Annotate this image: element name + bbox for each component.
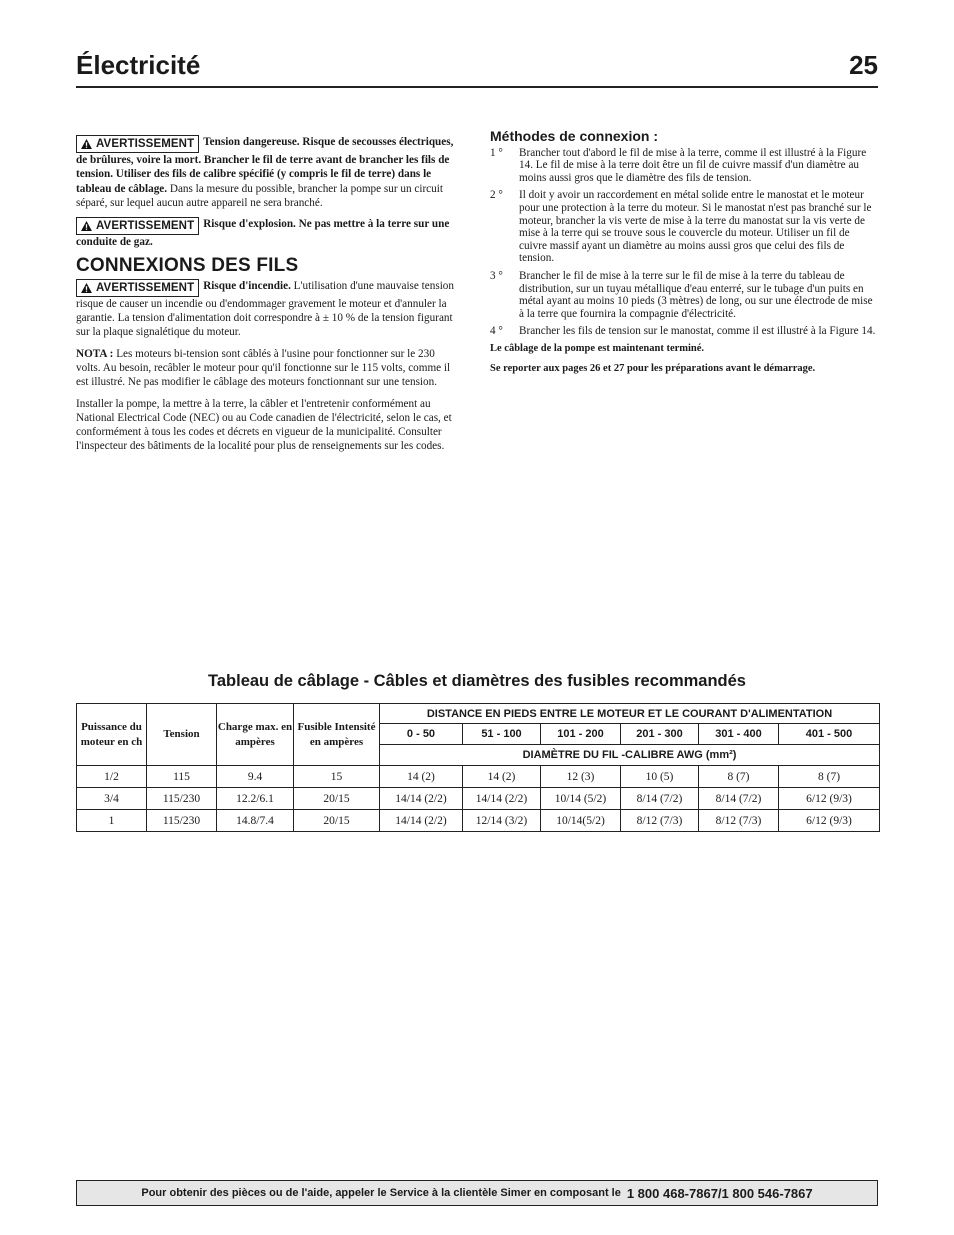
- page-number: 25: [849, 50, 878, 80]
- warning-badge-label: AVERTISSEMENT: [96, 281, 195, 294]
- header-range: 101 - 200: [541, 724, 621, 745]
- warning-badge: [76, 135, 199, 153]
- table-cell: 6/12 (9/3): [779, 788, 880, 810]
- header-fuse: Fusible Intensité en ampères: [294, 704, 380, 766]
- section-heading: CONNEXIONS DES FILS: [76, 255, 299, 277]
- warning-badge-label: AVERTISSEMENT: [96, 220, 195, 233]
- note-label: NOTA :: [76, 347, 114, 360]
- table-cell: 8/14 (7/2): [621, 788, 699, 810]
- warning-triangle-icon: [81, 283, 92, 293]
- table-row: [77, 766, 880, 788]
- table-cell: 115/230: [147, 788, 217, 810]
- table-cell: 10 (5): [621, 766, 699, 788]
- table-title: Tableau de câblage - Câbles et diamètres des fusibles recommandés: [208, 672, 746, 690]
- warning-text-bold: Risque d'incendie.: [203, 279, 291, 292]
- page-header: [76, 50, 878, 88]
- list-item: [490, 325, 878, 338]
- table-cell: 14/14 (2/2): [463, 788, 541, 810]
- table-cell: 20/15: [294, 788, 380, 810]
- table-cell: 115: [147, 766, 217, 788]
- table-cell: 20/15: [294, 810, 380, 832]
- header-hp: Puissance du moteur en ch: [77, 704, 147, 766]
- warning-text: Dans la mesure du possible, brancher la pompe sur un circuit séparé, sur lequel aucun autre appareil ne sera branché.: [76, 182, 443, 209]
- table-cell: 12.2/6.1: [217, 788, 294, 810]
- header-range: 201 - 300: [621, 724, 699, 745]
- header-range: 0 - 50: [380, 724, 463, 745]
- completion-note: Le câblage de la pompe est maintenant terminé.: [490, 342, 705, 354]
- page-title: Électricité: [76, 50, 201, 80]
- footer-text: Pour obtenir des pièces ou de l'aide, appeler le Service à la clientèle Simer en composant le: [141, 1187, 621, 1199]
- right-column: [490, 130, 878, 382]
- table-cell: 12 (3): [541, 766, 621, 788]
- warning-badge: [76, 279, 199, 297]
- warning-badge: [76, 217, 199, 235]
- wiring-table: [76, 703, 880, 832]
- table-cell: 14 (2): [380, 766, 463, 788]
- step-number: 3 °: [490, 269, 503, 282]
- table-cell: 8/12 (7/3): [699, 810, 779, 832]
- table-cell: 8 (7): [779, 766, 880, 788]
- header-voltage: Tension: [147, 704, 217, 766]
- warning-triangle-icon: [81, 221, 92, 231]
- table-cell: 12/14 (3/2): [463, 810, 541, 832]
- warning-text: L'utilisation d'une mauvaise tension risque de causer un incendie ou d'endommager gravement le moteur et d'annuler la garantie. La tension d'alimentation doit correspondre à ± 10 % de la tension figurant sur la plaque signalétique du moteur.: [76, 279, 454, 339]
- table-cell: 6/12 (9/3): [779, 810, 880, 832]
- warning-badge-label: AVERTISSEMENT: [96, 137, 195, 150]
- table-cell: 1: [77, 810, 147, 832]
- table-cell: 10/14 (5/2): [541, 788, 621, 810]
- warning-electrical: [76, 135, 456, 210]
- table-cell: 15: [294, 766, 380, 788]
- table-row: [77, 810, 880, 832]
- footer-banner: [76, 1180, 878, 1206]
- warning-triangle-icon: [81, 139, 92, 149]
- step-text: Brancher le fil de mise à la terre sur le fil de mise à la terre du tableau de distribution, sur un tuyau métallique d'eau enterré, sur le tubage d'un puits en métal ayant au moins 10 pieds (3 mètres) de long, ou sur une électrode de mise à la terre que fournira la compagnie d'électricité.: [519, 269, 873, 320]
- table-cell: 14.8/7.4: [217, 810, 294, 832]
- reference-note: Se reporter aux pages 26 et 27 pour les préparations avant le démarrage.: [490, 362, 816, 374]
- warning-explosion: [76, 217, 456, 249]
- table-cell: 14/14 (2/2): [380, 810, 463, 832]
- table-cell: 14 (2): [463, 766, 541, 788]
- step-text: Il doit y avoir un raccordement en métal solide entre le manostat et le moteur pour une protection à la terre du moteur. Si le manostat n'est pas branché sur le moteur, brancher la vis verte de mise à la terre du manostat sur la vis verte de mise à la terre qui se trouve sous le couvercle du moteur. Utiliser un fil de cuivre massif ayant un diamètre au moins aussi gros que celui des fils de tension.: [519, 189, 872, 265]
- header-awg: DIAMÈTRE DU FIL -CALIBRE AWG (mm²): [380, 745, 880, 766]
- table-cell: 3/4: [77, 788, 147, 810]
- table-cell: 10/14(5/2): [541, 810, 621, 832]
- warning-fire: [76, 279, 456, 340]
- table-cell: 8/12 (7/3): [621, 810, 699, 832]
- left-column: [76, 135, 456, 461]
- table-row: [77, 788, 880, 810]
- header-range: 301 - 400: [699, 724, 779, 745]
- step-text: Brancher les fils de tension sur le manostat, comme il est illustré à la Figure 14.: [519, 325, 876, 338]
- list-item: [490, 189, 878, 265]
- footer-phone: 1 800 468-7867/1 800 546-7867: [626, 1185, 813, 1201]
- header-range: 51 - 100: [463, 724, 541, 745]
- list-item: [490, 270, 878, 320]
- methods-heading: Méthodes de connexion :: [490, 128, 659, 144]
- table-cell: 115/230: [147, 810, 217, 832]
- step-text: Brancher tout d'abord le fil de mise à la terre, comme il est illustré à la Figure 14. Le fil de mise à la terre doit être un fil de cuivre massif d'un diamètre au moins aussi gros que le diamètre des fils de tension.: [519, 146, 867, 184]
- step-number: 4 °: [490, 325, 503, 338]
- table-cell: 1/2: [77, 766, 147, 788]
- table-cell: 8 (7): [699, 766, 779, 788]
- step-number: 1 °: [490, 146, 503, 159]
- table-cell: 8/14 (7/2): [699, 788, 779, 810]
- list-item: [490, 147, 878, 185]
- step-number: 2 °: [490, 189, 503, 202]
- header-range: 401 - 500: [779, 724, 880, 745]
- note-paragraph: [76, 347, 456, 390]
- warning-text-bold: Tension dangereuse. Risque de secousses électriques, de brûlures, voire la mort. Brancher le fil de terre avant de brancher les fils de tension. Utiliser des fils de calibre spécifié (y compris le fil de terre) dans le tableau de câblage.: [76, 136, 454, 195]
- table-cell: 14/14 (2/2): [380, 788, 463, 810]
- note-text: Les moteurs bi-tension sont câblés à l'usine pour fonctionner sur le 230 volts. Au besoin, recâbler le moteur pour qu'il fonctionne sur le 115 volts, comme il est illustré. Ne pas modifier le câblage des moteurs fonctionnant sur une tension.: [76, 347, 451, 389]
- header-distance: DISTANCE EN PIEDS ENTRE LE MOTEUR ET LE COURANT D'ALIMENTATION: [380, 704, 880, 724]
- install-paragraph: Installer la pompe, la mettre à la terre, la câbler et l'entretenir conformément au National Electrical Code (NEC) ou au Code canadien de l'électricité, selon le cas, et conformément à tous les codes et décrets en vigueur de la municipalité. Consulter l'inspecteur des bâtiments de la localité pour plus de renseignements sur les codes.: [76, 397, 452, 453]
- warning-text-bold: Risque d'explosion. Ne pas mettre à la terre sur une conduite de gaz.: [76, 218, 450, 249]
- header-load: Charge max. en ampères: [217, 704, 294, 766]
- table-cell: 9.4: [217, 766, 294, 788]
